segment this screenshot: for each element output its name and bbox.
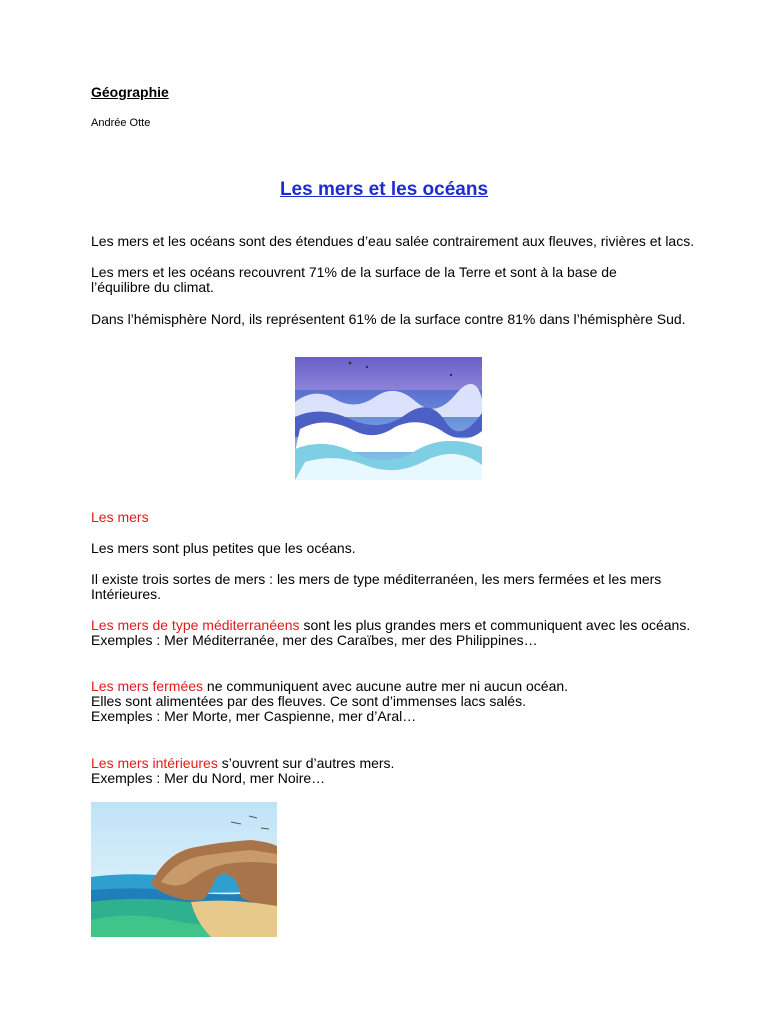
sea-type-closed (91, 679, 731, 724)
section-paragraph-1: Les mers sont plus petites que les océans. (91, 540, 356, 556)
sea-type-mediterranean-examples: Exemples : Mer Méditerranée, mer des Caraïbes, mer des Philippines… (91, 632, 538, 648)
intro-paragraph-3: Dans l’hémisphère Nord, ils représentent 61% de la surface contre 81% dans l’hémisphère Sud. (91, 311, 686, 327)
sea-type-inland-line (91, 756, 731, 771)
section-paragraph-2-line-1: Il existe trois sortes de mers : les mers de type méditerranéen, les mers fermées et les mers (91, 571, 662, 587)
sea-type-inland-examples: Exemples : Mer du Nord, mer Noire… (91, 770, 326, 786)
sea-type-closed-examples: Exemples : Mer Morte, mer Caspienne, mer d’Aral… (91, 708, 417, 724)
sea-type-mediterranean-line (91, 618, 731, 633)
sea-type-mediterranean-name: Les mers de type méditerranéens (91, 617, 300, 633)
sea-type-closed-line (91, 679, 731, 694)
intro-paragraph-2 (91, 265, 731, 295)
sea-type-closed-desc: ne communiquent avec aucune autre mer ni aucun océan. (203, 678, 569, 694)
page-title: Les mers et les océans (279, 179, 489, 200)
author-name: Andrée Otte (91, 117, 151, 129)
sea-type-inland-desc: s’ouvrent sur d’autres mers. (217, 755, 395, 771)
section-heading-les-mers: Les mers (91, 509, 149, 525)
sea-type-closed-info: Elles sont alimentées par des fleuves. Ce sont d’immenses lacs salés. (91, 693, 526, 709)
intro-paragraph-1: Les mers et les océans sont des étendues d’eau salée contrairement aux fleuves, rivières et lacs. (91, 233, 695, 249)
sea-type-inland (91, 756, 731, 786)
section-paragraph-2 (91, 572, 731, 602)
sea-type-mediterranean (91, 618, 731, 648)
intro-paragraph-2-line-2: l’équilibre du climat. (91, 279, 214, 295)
sea-type-inland-name: Les mers intérieures (91, 755, 218, 771)
sea-type-mediterranean-desc: sont les plus grandes mers et communiquent avec les océans. (299, 617, 691, 633)
ocean-waves-image (295, 357, 482, 480)
rock-arch-seascape-image (91, 802, 277, 937)
section-paragraph-2-line-2: Intérieures. (91, 586, 162, 602)
subject-heading: Géographie (91, 84, 169, 100)
sea-type-closed-name: Les mers fermées (91, 678, 204, 694)
intro-paragraph-2-line-1: Les mers et les océans recouvrent 71% de la surface de la Terre et sont à la base de (91, 264, 617, 280)
